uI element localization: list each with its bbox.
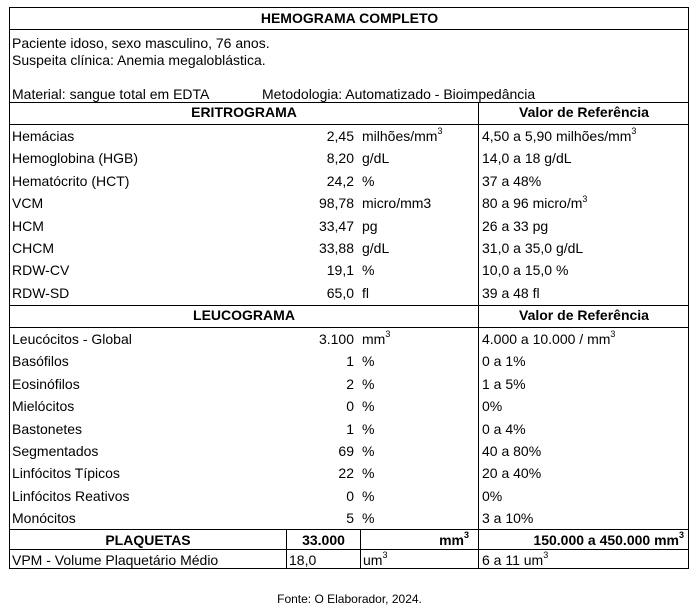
- result-value: 33,47: [318, 217, 354, 234]
- result-name: Linfócitos Típicos: [12, 465, 120, 482]
- result-reference: 10,0 a 15,0 %: [482, 262, 569, 279]
- result-reference: 39 a 48 fl: [482, 284, 540, 301]
- result-reference: 26 a 33 pg: [482, 217, 549, 234]
- result-unit: fl: [362, 284, 369, 301]
- result-name: Monócitos: [12, 510, 76, 527]
- result-reference: 31,0 a 35,0 g/dL: [482, 240, 584, 256]
- result-reference: 40 a 80%: [482, 443, 542, 459]
- result-unit: %: [362, 443, 375, 459]
- result-name: RDW-SD: [12, 284, 70, 301]
- result-unit: %: [362, 172, 375, 189]
- clinical-suspicion: Suspeita clínica: Anemia megaloblástica.: [12, 52, 266, 68]
- result-unit: %: [362, 398, 375, 415]
- result-name: Leucócitos - Global: [12, 331, 132, 347]
- divider: [9, 549, 689, 550]
- result-reference: 0%: [482, 487, 503, 504]
- result-reference: 14,0 a 18 g/dL: [482, 150, 572, 167]
- result-value: 3.100: [318, 331, 354, 347]
- result-value: 0: [346, 487, 354, 504]
- result-value: 5: [346, 510, 354, 527]
- result-value: 1: [346, 353, 354, 370]
- page-title: HEMOGRAMA COMPLETO: [260, 10, 439, 26]
- result-unit: %: [362, 262, 375, 279]
- result-reference: 0%: [482, 398, 503, 415]
- result-value: 22: [338, 465, 354, 482]
- result-name: Eosinófilos: [12, 375, 80, 392]
- leucograma-ref-header: Valor de Referência: [519, 307, 649, 323]
- result-name: VCM: [12, 195, 44, 212]
- result-name: RDW-CV: [12, 262, 70, 279]
- result-unit: %: [362, 487, 375, 504]
- result-value: 19,1: [326, 262, 354, 279]
- result-reference: 37 a 48%: [482, 172, 542, 189]
- column-divider: [478, 102, 479, 530]
- result-unit: g/dL: [362, 150, 390, 167]
- result-value: 98,78: [318, 195, 354, 212]
- result-value: 65,0: [326, 284, 354, 301]
- result-reference: 0 a 1%: [482, 353, 526, 370]
- result-reference: 4.000 a $10.000 / mm^3$: [482, 329, 616, 347]
- eritrograma-header: ERITROGRAMA: [191, 104, 297, 120]
- result-unit: micro/mm3: [362, 195, 432, 212]
- result-name: Basófilos: [12, 353, 69, 370]
- result-unit: milhões/$mm^3$: [362, 126, 443, 144]
- result-reference: 3 a 10%: [482, 510, 534, 527]
- result-unit: %: [362, 420, 375, 437]
- result-name: Mielócitos: [12, 398, 75, 415]
- result-name: Segmentados: [12, 443, 99, 459]
- result-unit: %: [362, 375, 375, 392]
- result-value: 1: [346, 420, 354, 437]
- divider: [9, 327, 689, 328]
- platelets-ref: 150.000 a 450.000 $mm^3$: [533, 530, 684, 548]
- result-unit: %: [362, 510, 375, 527]
- result-unit: $mm^3$: [362, 329, 391, 347]
- source-caption: Fonte: O Elaborador, 2024.: [277, 592, 422, 606]
- result-value: 8,20: [326, 150, 354, 167]
- eritrograma-ref-header: Valor de Referência: [519, 104, 649, 120]
- platelets-label: PLAQUETAS: [105, 532, 191, 548]
- divider: [9, 102, 689, 103]
- patient-info: Paciente idoso, sexo masculino, 76 anos.: [12, 35, 270, 51]
- result-name: HCM: [12, 217, 44, 234]
- result-unit: %: [362, 353, 375, 370]
- result-value: 2: [346, 375, 354, 392]
- divider: [9, 124, 689, 125]
- vpm-ref: 6 a 11 $um^3$: [482, 550, 549, 568]
- vpm-unit: $um^3$: [363, 550, 388, 568]
- result-unit: g/dL: [362, 240, 390, 256]
- result-reference: 0 a 4%: [482, 420, 526, 437]
- divider: [9, 305, 689, 306]
- result-name: Bastonetes: [12, 420, 83, 437]
- result-value: 24,2: [326, 172, 354, 189]
- divider: [9, 529, 689, 530]
- leucograma-header: LEUCOGRAMA: [193, 307, 295, 323]
- result-name: Linfócitos Reativos: [12, 487, 130, 504]
- vpm-label: VPM - Volume Plaquetário Médio: [12, 552, 219, 568]
- methodology-info: Metodologia: Automatizado - Bioimpedância: [262, 86, 536, 102]
- result-name: Hemácias: [12, 128, 75, 144]
- result-reference: 20 a 40%: [482, 465, 542, 482]
- result-value: 2,45: [326, 128, 354, 144]
- result-reference: 4,50 a 5,90 milhões/$mm^3$: [482, 126, 637, 144]
- result-value: 33,88: [318, 240, 354, 256]
- divider: [9, 29, 689, 30]
- material-info: Material: sangue total em EDTA: [12, 86, 210, 102]
- result-unit: pg: [362, 217, 378, 234]
- result-unit: %: [362, 465, 375, 482]
- platelets-unit: $mm^3$: [439, 530, 469, 548]
- result-reference: 80 a 96 micro/$m^3$: [482, 193, 588, 212]
- result-name: Hemoglobina (HGB): [12, 150, 139, 167]
- result-value: 0: [346, 398, 354, 415]
- result-name: Hematócrito (HCT): [12, 172, 130, 189]
- result-value: 69: [338, 443, 354, 459]
- platelets-value: 33.000: [302, 532, 345, 548]
- result-reference: 1 a 5%: [482, 375, 526, 392]
- vpm-value: 18,0: [289, 552, 317, 568]
- result-name: CHCM: [12, 240, 54, 256]
